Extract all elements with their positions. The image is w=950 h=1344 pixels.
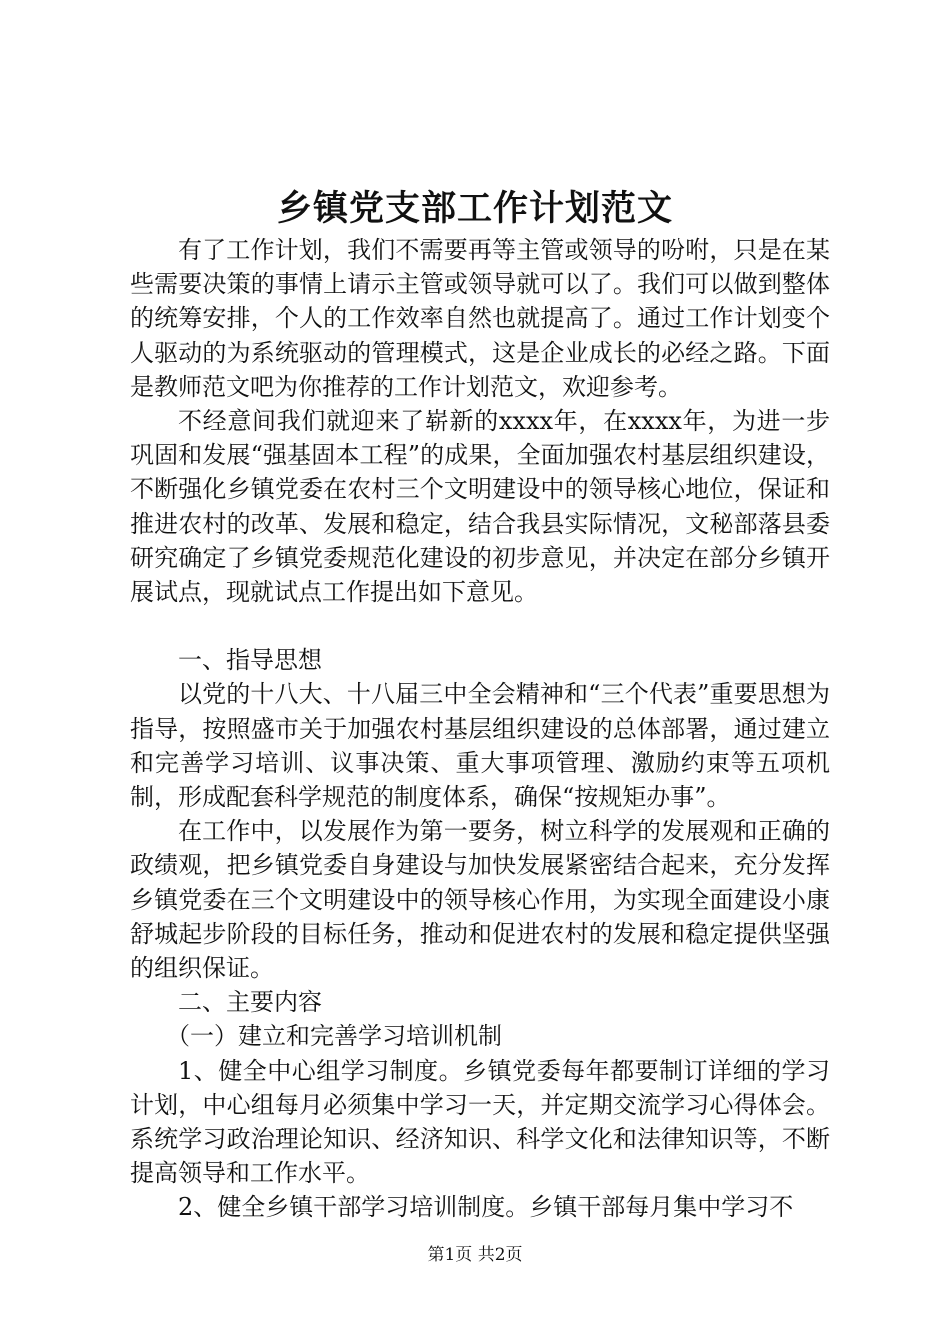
section-heading-guiding-thought: 一、指导思想 <box>178 646 322 675</box>
section-heading-main-content: 二、主要内容 <box>178 988 322 1017</box>
document-title: 乡镇党支部工作计划范文 <box>276 188 673 229</box>
list-item-central-group-study: 1、健全中心组学习制度。乡镇党委每年都要制订详细的学习计划，中心组每月必须集中学习一天，并定期交流学习心得体会。系统学习政治理论知识、经济知识、科学文化和法律知识等，不断提高领导和工作水平。 <box>130 1056 830 1188</box>
paragraph-spacer <box>130 609 830 643</box>
paragraph-guiding-thought: 以党的十八大、十八届三中全会精神和“三个代表”重要思想为指导，按照盛市关于加强农村基层组织建设的总体部署，通过建立和完善学习培训、议事决策、重大事项管理、激励约束等五项机制，形成配套科学规范的制度体系，确保“按规矩办事”。 <box>130 680 830 812</box>
paragraph-intro: 有了工作计划，我们不需要再等主管或领导的吩咐，只是在某些需要决策的事情上请示主管或领导就可以了。我们可以做到整体的统筹安排，个人的工作效率自然也就提高了。通过工作计划变个人驱动的为系统驱动的管理模式，这是企业成长的必经之路。下面是教师范文吧为你推荐的工作计划范文，欢迎参考。 <box>130 236 830 401</box>
list-item-cadre-training: 2、健全乡镇干部学习培训制度。乡镇干部每月集中学习不 <box>178 1193 794 1222</box>
paragraph-work-approach: 在工作中，以发展作为第一要务，树立科学的发展观和正确的政绩观，把乡镇党委自身建设与加快发展紧密结合起来，充分发挥乡镇党委在三个文明建设中的领导核心作用，为实现全面建设小康舒城起步阶段的目标任务，推动和促进农村的发展和稳定提供坚强的组织保证。 <box>130 817 830 983</box>
document-body <box>130 233 830 1225</box>
page-number-footer: 第1页 共2页 <box>427 1245 523 1265</box>
paragraph-background: 不经意间我们就迎来了崭新的xxxx年，在xxxx年，为进一步巩固和发展“强基固本工程”的成果，全面加强农村基层组织建设，不断强化乡镇党委在农村三个文明建设中的领导核心地位，保证和推进农村的改革、发展和稳定，结合我县实际情况，文秘部落县委研究确定了乡镇党委规范化建设的初步意见，并决定在部分乡镇开展试点，现就试点工作提出如下意见。 <box>130 407 830 607</box>
subsection-heading-learning-mechanism: （一）建立和完善学习培训机制 <box>166 1022 502 1051</box>
